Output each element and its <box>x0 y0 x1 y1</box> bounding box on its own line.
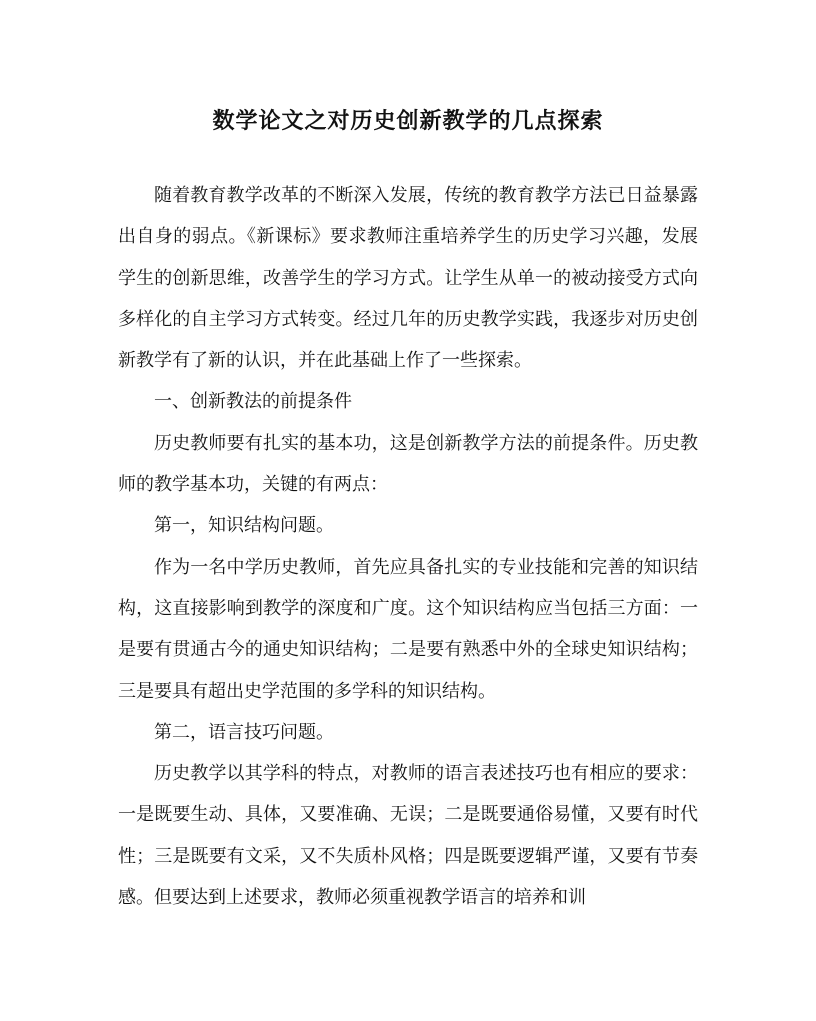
document-body <box>118 175 698 918</box>
subheading-knowledge-structure: 第一，知识结构问题。 <box>154 515 334 537</box>
paragraph-knowledge-structure: 作为一名中学历史教师，首先应具备扎实的专业技能和完善的知识结构，这直接影响到教学的深度和广度。这个知识结构应当包括三方面：一是要有贯通古今的通史知识结构；二是要有熟悉中外的全球史知识结构；三是要具有超出史学范围的多学科的知识结构。 <box>118 556 698 702</box>
document-title: 数学论文之对历史创新教学的几点探索 <box>212 108 604 134</box>
paragraph-intro: 随着教育教学改革的不断深入发展，传统的教育教学方法已日益暴露出自身的弱点。《新课标》要求教师注重培养学生的历史学习兴趣，发展学生的创新思维，改善学生的学习方式。让学生从单一的被动接受方式向多样化的自主学习方式转变。经过几年的历史教学实践，我逐步对历史创新教学有了新的认识，并在此基础上作了一些探索。 <box>118 185 698 372</box>
section-heading-1: 一、创新教法的前提条件 <box>154 391 352 413</box>
paragraph-basic-skills: 历史教师要有扎实的基本功，这是创新教学方法的前提条件。历史教师的教学基本功，关键的有两点： <box>118 432 698 496</box>
subheading-language-skills: 第二，语言技巧问题。 <box>154 721 334 743</box>
paragraph-language-skills: 历史教学以其学科的特点，对教师的语言表述技巧也有相应的要求：一是既要生动、具体，又要准确、无误；二是既要通俗易懂，又要有时代性；三是既要有文采，又不失质朴风格；四是既要逻辑严谨，又要有节奏感。但要达到上述要求，教师必须重视教学语言的培养和训 <box>118 763 698 909</box>
